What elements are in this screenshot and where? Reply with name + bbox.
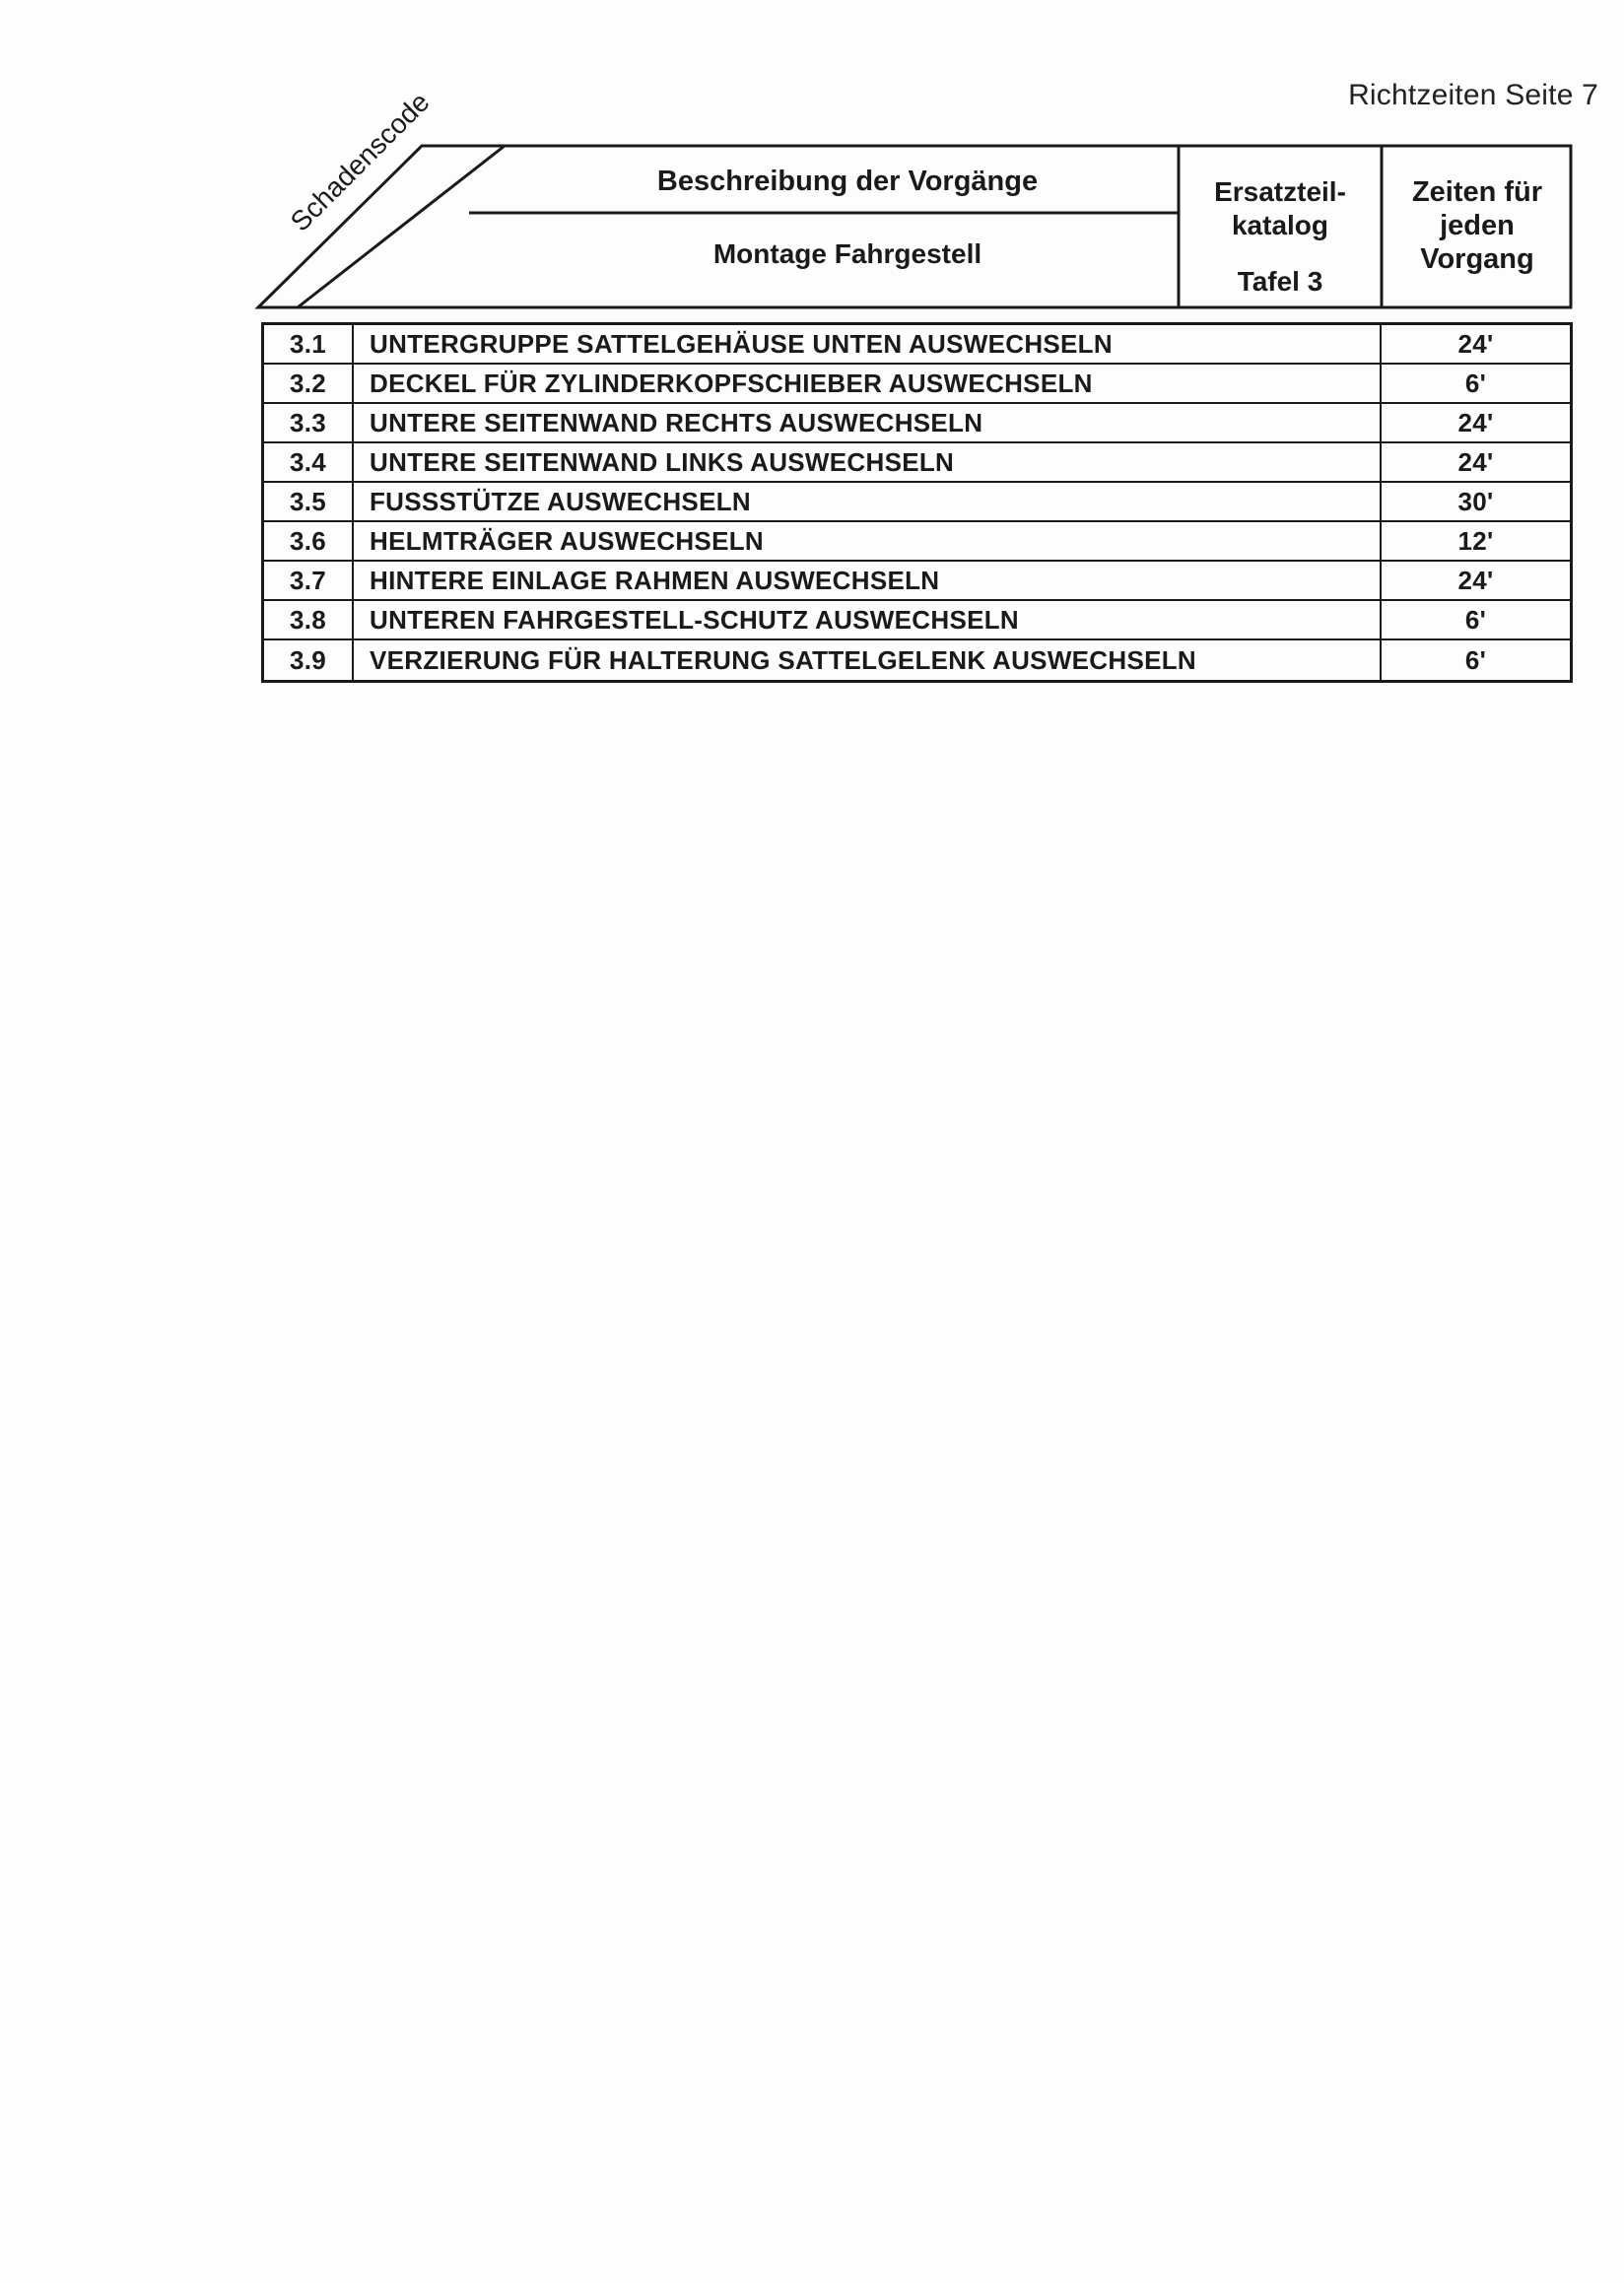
table-row [264,640,1570,680]
row-code: 3.8 [264,601,354,638]
row-time: 24' [1457,407,1494,437]
row-description: HINTERE EINLAGE RAHMEN AUSWECHSELN [354,562,1382,599]
row-code: 3.6 [264,522,354,560]
operations-table [261,322,1573,683]
row-code: 3.4 [264,443,354,481]
table-row [264,483,1570,522]
time-column-label: Zeiten für jeden Vorgang [1411,176,1543,275]
row-code: 3.3 [264,404,354,441]
row-time: 6' [1464,604,1487,635]
page-number: Richtzeiten Seite 7 [1348,79,1598,111]
table-row [264,365,1570,404]
row-time: 24' [1457,328,1494,359]
row-code: 3.7 [264,562,354,599]
row-description: UNTEREN FAHRGESTELL-SCHUTZ AUSWECHSELN [354,601,1382,638]
description-subtitle: Montage Fahrgestell [712,238,982,269]
row-time: 6' [1464,644,1487,675]
row-time: 24' [1457,446,1494,477]
row-code: 3.5 [264,483,354,520]
row-code: 3.9 [264,640,354,680]
row-time: 24' [1457,565,1494,595]
row-description: UNTERGRUPPE SATTELGEHÄUSE UNTEN AUSWECHSELN [354,325,1382,363]
damage-code-label: Schadenscode [284,86,436,237]
table-row [264,404,1570,443]
table-row [264,325,1570,365]
row-time: 12' [1457,525,1494,556]
row-code: 3.1 [264,325,354,363]
table-row [264,601,1570,640]
parts-catalog-table: Tafel 3 [1237,266,1323,297]
row-description: HELMTRÄGER AUSWECHSELN [354,522,1382,560]
row-description: VERZIERUNG FÜR HALTERUNG SATTELGELENK AUSWECHSELN [354,640,1382,680]
row-description: UNTERE SEITENWAND RECHTS AUSWECHSELN [354,404,1382,441]
row-description: DECKEL FÜR ZYLINDERKOPFSCHIEBER AUSWECHSELN [354,365,1382,402]
row-time: 30' [1457,486,1494,516]
description-title: Beschreibung der Vorgänge [656,166,1039,197]
row-description: UNTERE SEITENWAND LINKS AUSWECHSELN [354,443,1382,481]
table-row [264,443,1570,483]
row-description: FUSSSTÜTZE AUSWECHSELN [354,483,1382,520]
row-code: 3.2 [264,365,354,402]
table-row [264,562,1570,601]
table-row [264,522,1570,562]
row-time: 6' [1464,368,1487,398]
parts-catalog-label: Ersatzteil- katalog [1214,176,1346,240]
